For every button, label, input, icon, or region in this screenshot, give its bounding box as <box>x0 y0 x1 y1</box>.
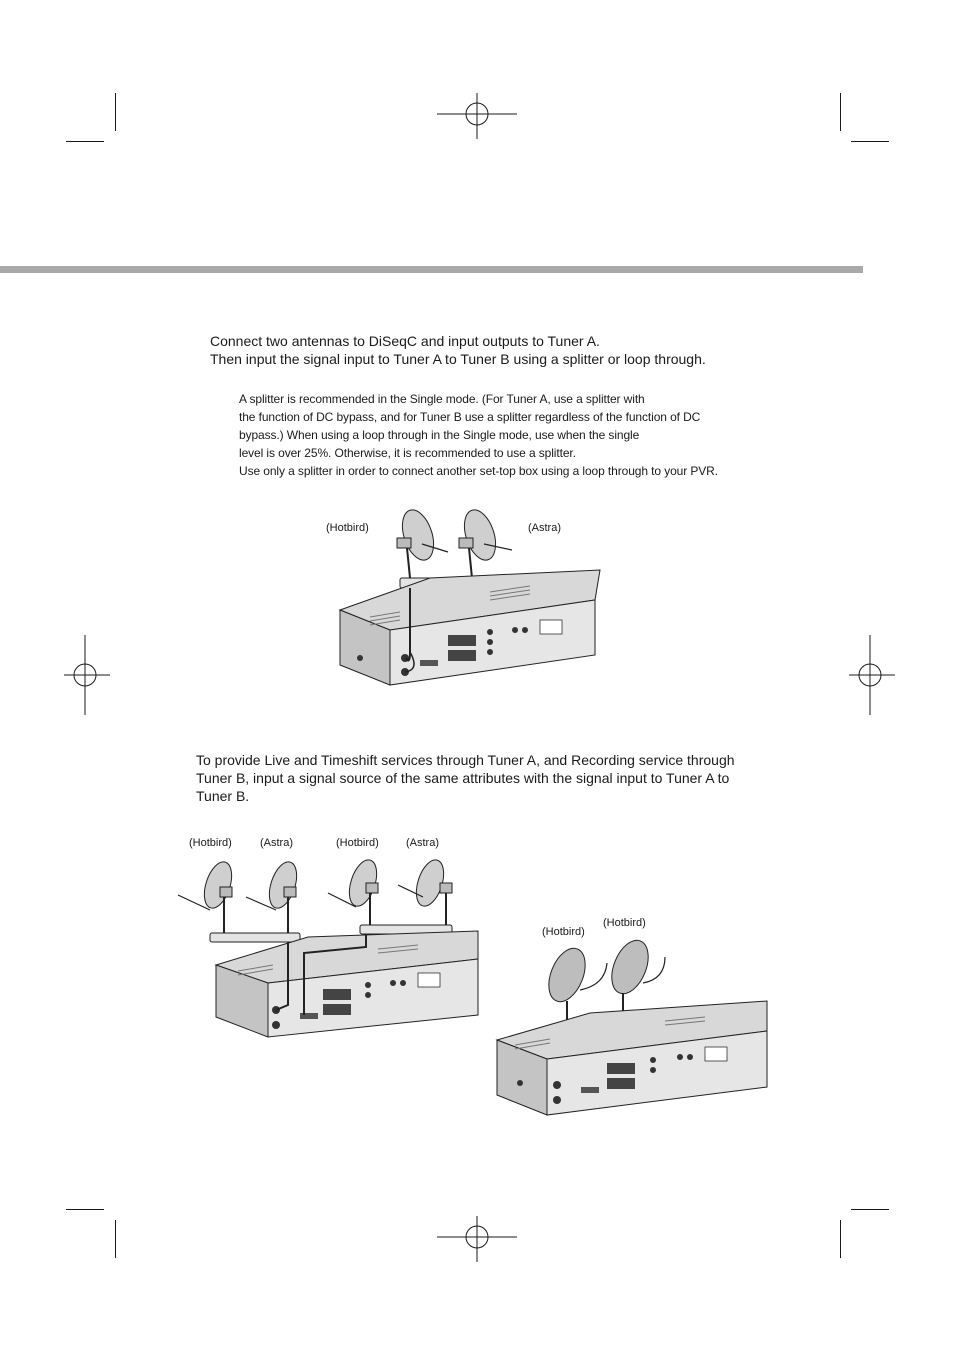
note-line: bypass.) When using a loop through in the Single mode, use when the single <box>239 428 640 442</box>
note-line: A splitter is recommended in the Single mode. (For Tuner A, use a splitter with <box>239 392 645 406</box>
section2-line: To provide Live and Timeshift services through Tuner A, and Recording service through <box>196 752 735 768</box>
section1-line: Then input the signal input to Tuner A to Tuner B using a splitter or loop through. <box>210 351 706 367</box>
registration-mark-top <box>437 93 517 139</box>
diagram1-label-astra: (Astra) <box>528 522 561 534</box>
dish-icon <box>398 856 452 927</box>
section1-line: Connect two antennas to DiSeqC and input outputs to Tuner A. <box>210 333 600 349</box>
diagram1-illustration <box>330 500 610 695</box>
note-line: Use only a splitter in order to connect another set-top box using a loop through to your PVR. <box>239 464 718 478</box>
diagram3-label-hotbird-1: (Hotbird) <box>542 926 585 938</box>
diagram2-illustration <box>178 855 488 1040</box>
dish-icon <box>328 856 382 927</box>
dish-icon <box>178 858 237 933</box>
registration-mark-left <box>64 635 110 715</box>
diagram3-label-hotbird-2: (Hotbird) <box>603 917 646 929</box>
diagram3-illustration <box>495 935 775 1120</box>
diagram2-label-astra-2: (Astra) <box>406 837 439 849</box>
note-line: the function of DC bypass, and for Tuner B use a splitter regardless of the function of DC <box>239 410 701 424</box>
section2-line: Tuner B. <box>196 788 250 804</box>
dish-icon <box>246 858 302 933</box>
diagram2-label-astra-1: (Astra) <box>260 837 293 849</box>
header-rule <box>0 266 863 273</box>
section2-line: Tuner B, input a signal source of the same attributes with the signal input to Tuner A to <box>196 770 730 786</box>
registration-mark-right <box>849 635 895 715</box>
section1-text <box>210 332 830 368</box>
note-line: level is over 25%. Otherwise, it is recommended to use a splitter. <box>239 446 576 460</box>
diagram2-label-hotbird-2: (Hotbird) <box>336 837 379 849</box>
diagram2-label-hotbird-1: (Hotbird) <box>189 837 232 849</box>
note-text <box>239 390 799 480</box>
registration-mark-bottom <box>437 1216 517 1262</box>
diagram1-label-hotbird: (Hotbird) <box>326 522 369 534</box>
dish-icon <box>397 506 448 578</box>
section2-text <box>196 751 776 805</box>
dish-icon <box>459 506 512 578</box>
